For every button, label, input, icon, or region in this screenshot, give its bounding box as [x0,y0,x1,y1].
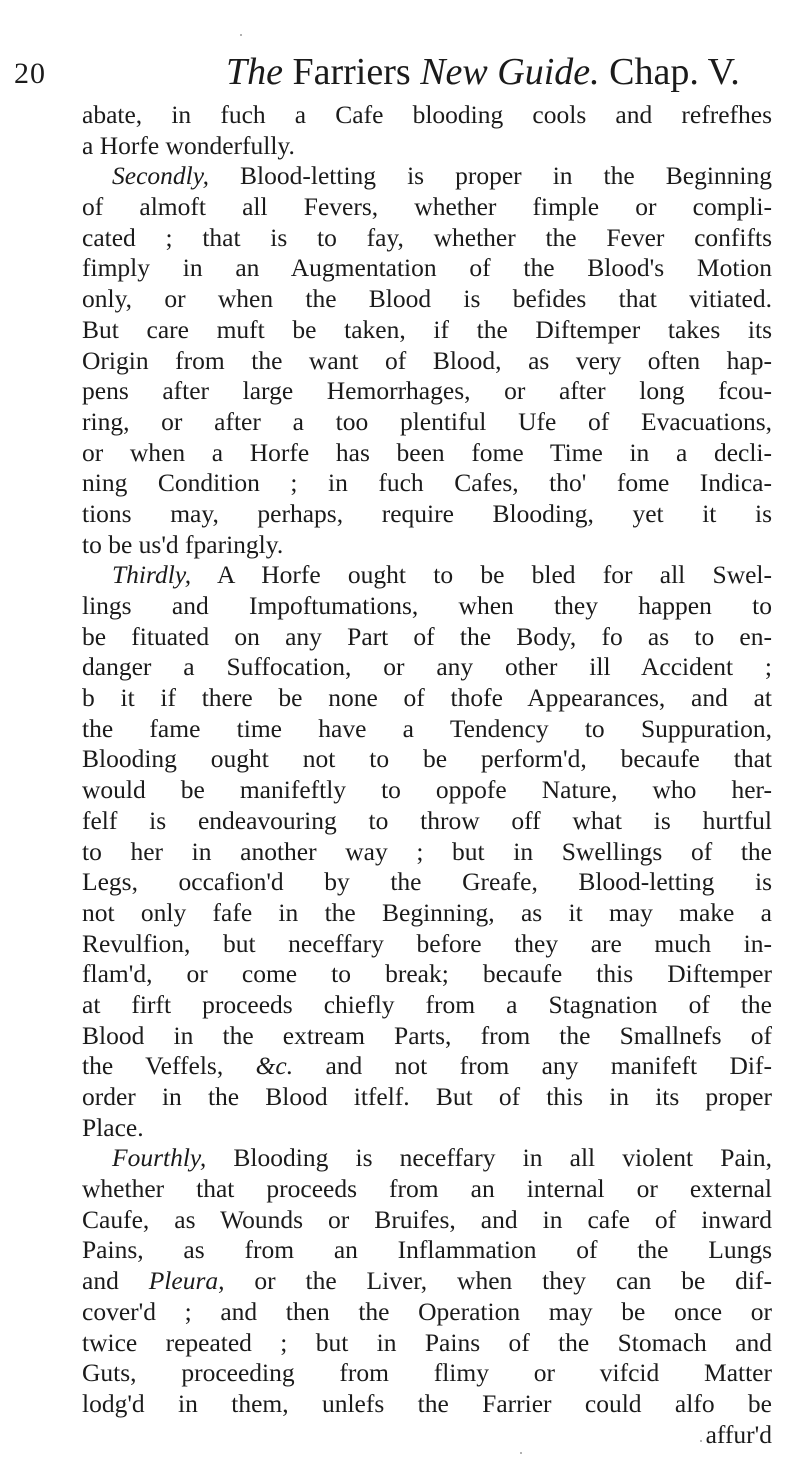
text-line: order in the Blood itfelf. But of this in its proper [82,1082,772,1111]
text-line: Pains, as from an Inflammation of the Lungs [82,1235,772,1265]
catchword: affur'd [705,1419,772,1449]
text-line: and Pleura, or the Liver, when they can be dif- [82,1266,772,1296]
text-line: would be manifeftly to oppofe Nature, who her- [82,775,772,805]
body-text [82,100,772,1450]
text-line: But care muft be taken, if the Diftemper takes its [82,314,772,344]
running-head-new-guide: New Guide. [420,51,600,93]
text-line: cated ; that is to fay, whether the Fever confifts [82,222,772,252]
text-line: Guts, proceeding from flimy or vifcid Matter [82,1358,772,1388]
page-number: 20 [14,57,46,90]
running-head-chapter: Chap. V. [609,51,740,93]
text-line: not only fafe in the Beginning, as it may make a [82,897,772,927]
text-line: at firft proceeds chiefly from a Stagnation of the [82,989,772,1019]
text-line: twice repeated ; but in Pains of the Stomach and [82,1327,772,1357]
text-line: felf is endeavouring to throw off what is hurtful [82,805,772,835]
text-line: the Veffels, &c. and not from any manifeft Dif- [82,1051,772,1081]
text-line: to her in another way ; but in Swellings of the [82,836,772,866]
text-line: Caufe, as Wounds or Bruifes, and in cafe of inward [82,1204,772,1234]
text-line: b it if there be none of thofe Appearances, and at [82,683,772,713]
text-line: cover'd ; and then the Operation may be once or [82,1296,772,1326]
text-line: fimply in an Augmentation of the Blood's Motion [82,253,772,283]
text-line: whether that proceeds from an internal or external [82,1174,772,1204]
text-line: tions may, perhaps, require Blooding, yet it is [82,498,772,528]
text-line: of almoft all Fevers, whether fimple or compli- [82,192,772,222]
text-line: Secondly, Blood-letting is proper in the Beginning [112,161,772,191]
text-line: Place. [82,1112,144,1142]
running-head-the: The [226,51,283,93]
text-line: to be us'd fparingly. [82,529,284,559]
text-line: lodg'd in them, unlefs the Farrier could alfo be [82,1388,772,1418]
paper-speck [520,1452,522,1454]
text-line: Blooding ought not to be perform'd, becaufe that [82,744,772,774]
text-line: Blood in the extream Parts, from the Smallnefs of [82,1020,772,1050]
text-line: ning Condition ; in fuch Cafes, tho' fome Indica- [82,468,772,498]
text-line: Thirdly, A Horfe ought to be bled for all Swel- [112,560,772,590]
text-line: a Horfe wonderfully. [82,130,295,160]
text-line: danger a Suffocation, or any other ill Accident ; [82,652,772,682]
text-line: abate, in fuch a Cafe blooding cools and refrefhes [82,100,772,129]
text-line: flam'd, or come to break; becaufe this Diftemper [82,959,772,989]
running-head-farriers: Farriers [292,51,411,93]
text-line: lings and Impoftumations, when they happen to [82,591,772,620]
text-line: Origin from the want of Blood, as very often hap- [82,345,772,375]
text-line: Legs, occafion'd by the Greafe, Blood-letting is [82,867,772,897]
text-line: only, or when the Blood is befides that vitiated. [82,284,772,314]
text-line: or when a Horfe has been fome Time in a decli- [82,437,772,467]
text-line: the fame time have a Tendency to Suppuration, [82,713,772,743]
text-line: Revulfion, but neceffary before they are much in- [82,928,772,958]
text-line: pens after large Hemorrhages, or after long fcou- [82,376,772,406]
text-line: be fituated on any Part of the Body, fo as to en- [82,621,772,651]
running-head [226,48,740,96]
paper-speck [240,34,242,36]
text-line: Fourthly, Blooding is neceffary in all violent Pain, [112,1143,772,1173]
paper-speck [700,1440,702,1442]
text-line: ring, or after a too plentiful Ufe of Evacuations, [82,406,772,436]
